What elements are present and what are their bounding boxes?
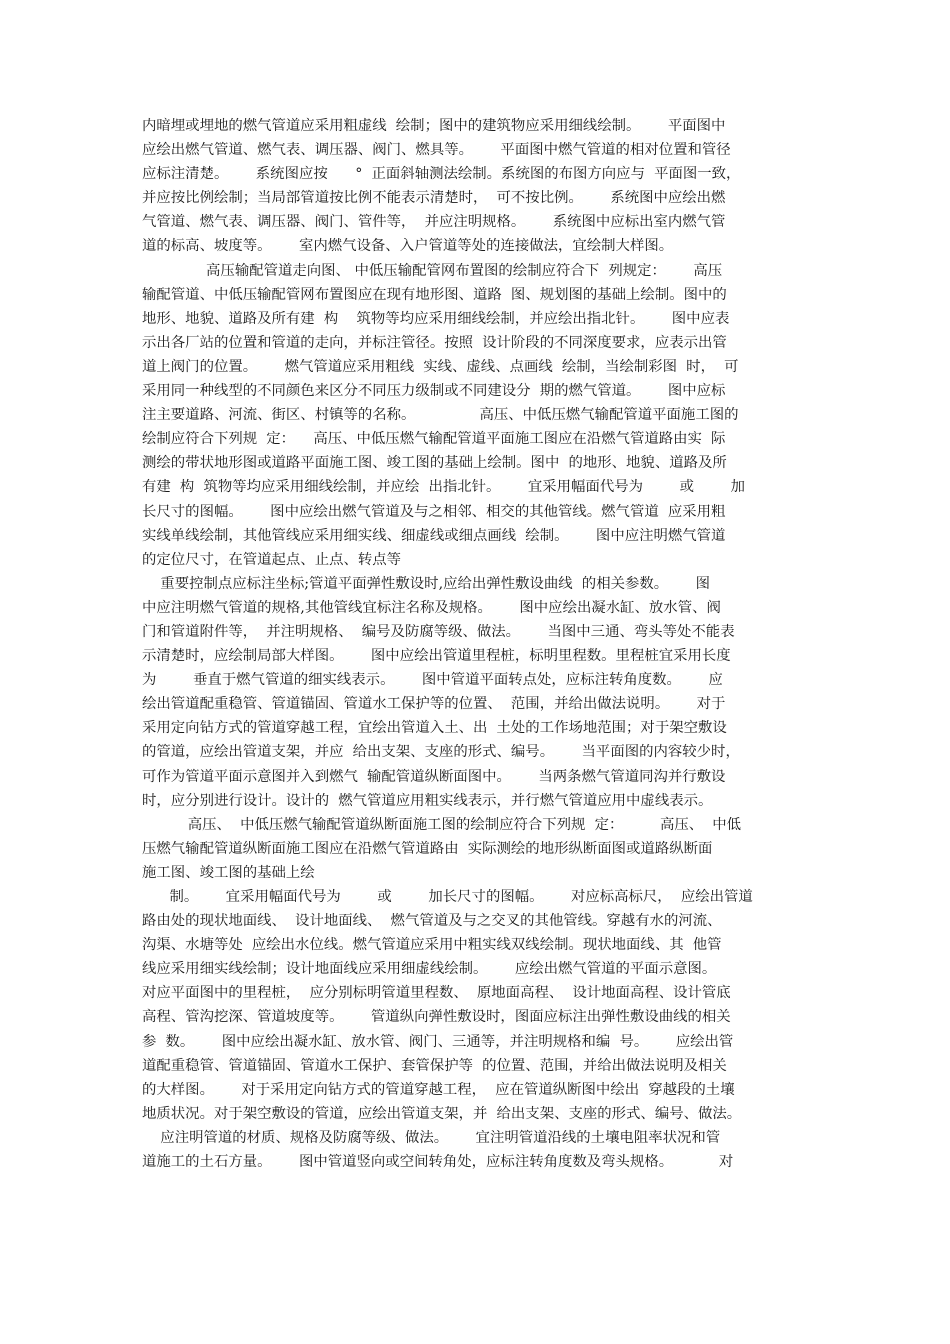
text-line: 地质状况。对于架空敷设的管道，应绘出管道支架，并 给出支架、支座的形式、编号、做法。 <box>142 1105 742 1122</box>
text-line: 参 数。 图中应绘出凝水缸、放水管、阀门、三通等，并注明规格和编 号。 应绘出管 <box>142 1033 734 1050</box>
text-line: 长尺寸的图幅。 图中应绘出燃气管道及与之相邻、相交的其他管线。燃气管道 应采用粗 <box>142 503 726 520</box>
text-line: 高压输配管道走向图、 中低压输配管网布置图的绘制应符合下 列规定： 高压 <box>142 262 723 279</box>
text-line: 线应采用细实线绘制；设计地面线应采用细虚线绘制。 应绘出燃气管道的平面示意图。 <box>142 961 717 978</box>
text-line: 应注明管道的材质、规格及防腐等级、做法。 宜注明管道沿线的土壤电阻率状况和管 <box>142 1129 721 1146</box>
text-line: 道施工的土石方量。 图中管道竖向或空间转角处，应标注转角度数及弯头规格。 对 <box>142 1154 734 1171</box>
text-line: 对应平面图中的里程桩， 应分别标明管道里程数、 原地面高程、 设计地面高程、设计管底 <box>142 985 731 1002</box>
text-line: 输配管道、中低压输配管网布置图应在现有地形图、道路 图、规划图的基础上绘制。图中的 <box>142 286 727 303</box>
text-line: 道的标高、坡度等。 室内燃气设备、入户管道等处的连接做法，宜绘制大样图。 <box>142 238 674 255</box>
text-line: 绘出管道配重稳管、管道锚固、管道水工保护等的位置、 范围，并给出做法说明。 对于 <box>142 696 726 713</box>
text-line: 示清楚时，应绘制局部大样图。 图中应绘出管道里程桩，标明里程数。里程桩宜采用长度 <box>142 648 731 665</box>
text-line: 时，应分别进行设计。设计的 燃气管道应用粗实线表示，并行燃气管道应用中虚线表示。 <box>142 792 713 809</box>
text-line: 并应按比例绘制；当局部管道按比例不能表示清楚时， 可不按比例。 系统图中应绘出燃 <box>142 190 726 207</box>
text-line: 气管道、燃气表、调压器、阀门、管件等， 并应注明规格。 系统图中应标出室内燃气管 <box>142 214 726 231</box>
text-line: 地形、地貌、道路及所有建 构 筑物等均应采用细线绘制，并应绘出指北针。 图中应表 <box>142 310 730 327</box>
text-line: 的大样图。 对于采用定向钻方式的管道穿越工程， 应在管道纵断图中绘出 穿越段的土壤 <box>142 1081 735 1098</box>
text-line: 道上阀门的位置。 燃气管道应采用粗线 实线、虚线、点画线 绘制，当绘制彩图 时， 可 <box>142 358 739 375</box>
text-line: 施工图、竣工图的基础上绘 <box>142 864 315 881</box>
text-line: 重要控制点应标注坐标;管道平面弹性敷设时,应给出弹性敷设曲线 的相关参数。 图 <box>142 575 710 592</box>
text-line: 中应注明燃气管道的规格,其他管线宜标注名称及规格。 图中应绘出凝水缸、放水管、阀 <box>142 599 721 616</box>
text-line: 道配重稳管、管道锚固、管道水工保护、套管保护等 的位置、范围，并给出做法说明及相关 <box>142 1057 727 1074</box>
body-text <box>142 114 814 1174</box>
text-line: 内暗埋或埋地的燃气管道应采用粗虚线 绘制；图中的建筑物应采用细线绘制。 平面图中 <box>142 118 726 134</box>
text-line: 为 垂直于燃气管道的细实线表示。 图中管道平面转点处，应标注转角度数。 应 <box>142 672 723 689</box>
text-line: 高程、管沟挖深、管道坡度等。 管道纵向弹性敷设时，图面应标注出弹性敷设曲线的相关 <box>142 1009 731 1026</box>
text-line: 的定位尺寸，在管道起点、止点、转点等 <box>142 551 402 568</box>
text-line: 沟渠、水塘等处 应绘出水位线。燃气管道应采用中粗实线双线绘制。现状地面线、其 他管 <box>142 937 722 954</box>
text-line: 采用定向钻方式的管道穿越工程，宜绘出管道入土、出 土处的工作场地范围；对于架空敷设 <box>142 720 727 737</box>
text-line: 应绘出燃气管道、燃气表、调压器、阀门、燃具等。 平面图中燃气管道的相对位置和管径 <box>142 142 731 159</box>
text-line: 采用同一种线型的不同颜色来区分不同压力级制或不同建设分 期的燃气管道。 图中应标 <box>142 383 726 400</box>
text-line: 的管道，应绘出管道支架，并应 给出支架、支座的形式、编号。 当平面图的内容较少时， <box>142 744 740 761</box>
text-line: 制。 宜采用幅面代号为 或 加长尺寸的图幅。 对应标高标尺， 应绘出管道 <box>142 889 753 905</box>
text-line: 可作为管道平面示意图并入到燃气 输配管道纵断面图中。 当两条燃气管道同沟并行敷设 <box>142 768 726 785</box>
text-line: 绘制应符合下列规 定： 高压、中低压燃气输配管道平面施工图应在沿燃气管道路由实 际 <box>142 431 726 448</box>
text-line: 路由处的现状地面线、 设计地面线、 燃气管道及与之交叉的其他管线。穿越有水的河流、 <box>142 913 722 930</box>
text-line: 有建 构 筑物等均应采用细线绘制，并应绘 出指北针。 宜采用幅面代号为 或 加 <box>142 479 745 496</box>
text-line: 门和管道附件等， 并注明规格、 编号及防腐等级、做法。 当图中三通、弯头等处不能表 <box>142 623 735 640</box>
text-line: 应标注清楚。 系统图应按 ° 正面斜轴测法绘制。系统图的布图方向应与 平面图一致， <box>142 166 741 183</box>
text-line: 实线单线绘制，其他管线应采用细实线、细虚线或细点画线 绘制。 图中应注明燃气管道 <box>142 527 726 544</box>
text-line: 高压、 中低压燃气输配管道纵断面施工图的绘制应符合下列规 定： 高压、 中低 <box>142 816 742 833</box>
text-line: 压燃气输配管道纵断面施工图应在沿燃气管道路由 实际测绘的地形纵断面图或道路纵断面 <box>142 840 713 857</box>
text-line: 测绘的带状地形图或道路平面施工图、竣工图的基础上绘制。图中 的地形、地貌、道路及所 <box>142 455 727 472</box>
text-line: 示出各厂站的位置和管道的走向，并标注管径。按照 设计阶段的不同深度要求，应表示出管 <box>142 334 727 351</box>
text-line: 注主要道路、河流、街区、村镇等的名称。 高压、中低压燃气输配管道平面施工图的 <box>142 407 739 424</box>
